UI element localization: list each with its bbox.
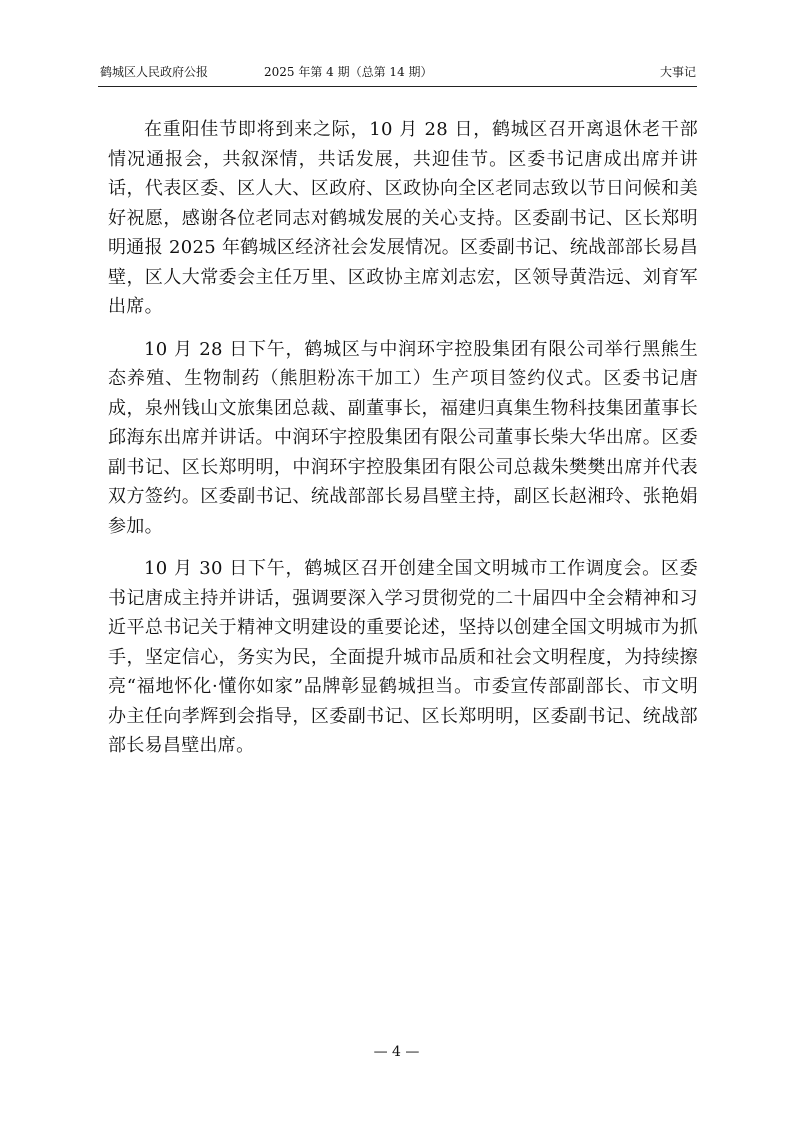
paragraph-2: 10 月 28 日下午，鹤城区与中润环宇控股集团有限公司举行黑熊生态养殖、生物制药（熊胆粉冻干加工）生产项目签约仪式。区委书记唐成，泉州钱山文旅集团总裁、副董事长，福建归真集生物科技集团董事长邱海东出席并讲话。中润环宇控股集团有限公司董事长柴大华出席。区委副书记、区长郑明明，中润环宇控股集团有限公司总裁朱樊樊出席并代表双方签约。区委副书记、统战部部长易昌壁主持，副区长赵湘玲、张艳娟参加。 [108, 338, 698, 537]
publication-title: 鹤城区人民政府公报 [100, 65, 209, 79]
page-number: — 4 — [373, 1044, 420, 1060]
paragraph-1: 在重阳佳节即将到来之际，10 月 28 日，鹤城区召开离退休老干部情况通报会，共叙深情，共话发展，共迎佳节。区委书记唐成出席并讲话，代表区委、区人大、区政府、区政协向全区老同志致以节日问候和美好祝愿，感谢各位老同志对鹤城发展的关心支持。区委副书记、区长郑明明通报 2025 年鹤城区经济社会发展情况。区委副书记、统战部部长易昌壁，区人大常委会主任万里、区政协主席刘志宏，区领导黄浩远、刘育军出席。 [108, 119, 698, 317]
paragraph-3: 10 月 30 日下午，鹤城区召开创建全国文明城市工作调度会。区委书记唐成主持并讲话，强调要深入学习贯彻党的二十届四中全会精神和习近平总书记关于精神文明建设的重要论述，坚持以创建全国文明城市为抓手，坚定信心，务实为民，全面提升城市品质和社会文明程度，为持续擦亮“福地怀化·懂你如家”品牌彰显鹤城担当。市委宣传部副部长、市文明办主任向孝辉到会指导，区委副书记、区长郑明明，区委副书记、统战部部长易昌壁出席。 [108, 558, 698, 756]
section-title: 大事记 [659, 65, 696, 79]
page-header [100, 60, 696, 84]
header-divider [98, 86, 697, 87]
issue-number: 2025 年第 4 期（总第 14 期） [264, 65, 433, 79]
article-body [108, 115, 698, 774]
